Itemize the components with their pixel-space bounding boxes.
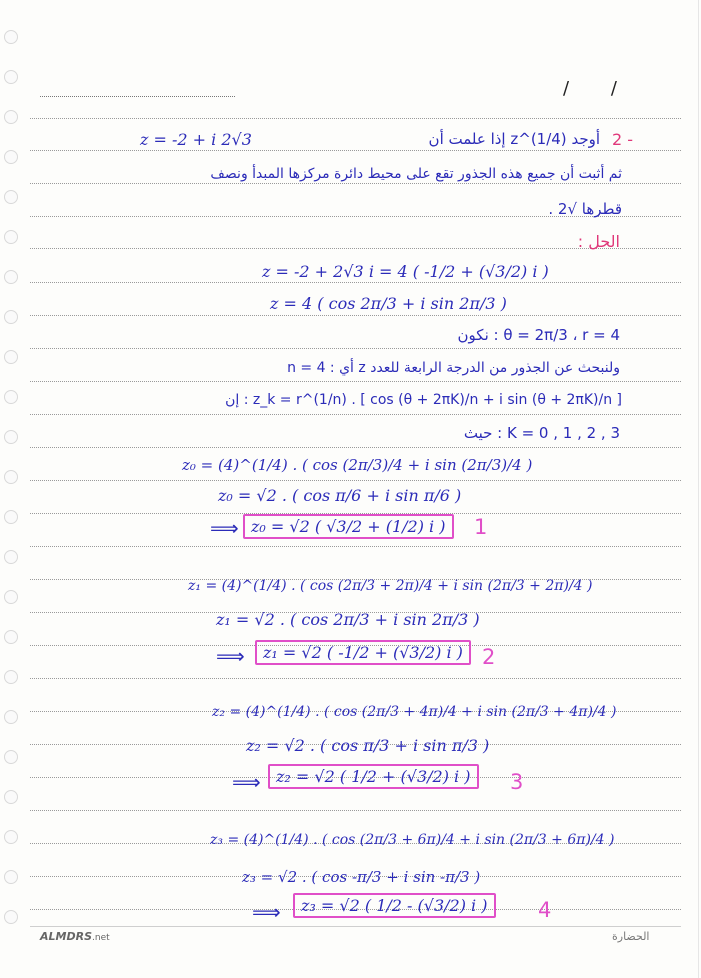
root-0-result-box: z₀ = √2 ( √3/2 + (1/2) i ) [243, 514, 454, 539]
step-polar-form: z = 4 ( cos 2π/3 + i sin 2π/3 ) [270, 294, 507, 313]
step-de-moivre: z_k = r^(1/n) . [ cos (θ + 2πK)/n + i sin (θ + 2πK)/n ] : إن [225, 392, 622, 408]
statement-line-2: ثم أثبت أن جميع هذه الجذور تقع على محيط دائرة مركزها المبدأ ونصف [210, 166, 622, 182]
statement-line-3: قطرها √2 . [548, 200, 622, 218]
root-3-expression: z₃ = (4)^(1/4) . ( cos (2π/3 + 6π)/4 + i sin (2π/3 + 6π)/4 ) [210, 832, 615, 848]
date-slash: / [610, 78, 617, 99]
root-3-result-box: z₃ = √2 ( 1/2 - (√3/2) i ) [293, 893, 496, 918]
footer-brand-left [40, 930, 110, 943]
problem-number: 2 - [612, 130, 634, 149]
footer-rule [30, 926, 681, 927]
given-z: z = -2 + i 2√3 [140, 130, 252, 149]
implies-arrow: ⟹ [252, 900, 281, 924]
root-0-index: 1 [474, 515, 488, 539]
page-edge [698, 0, 699, 978]
root-2-expression: z₂ = (4)^(1/4) . ( cos (2π/3 + 4π)/4 + i sin (2π/3 + 4π)/4 ) [212, 704, 617, 720]
solution-label: الحل : [577, 232, 620, 251]
name-line [40, 96, 235, 97]
step-fourth-roots: ولنبحث عن الجذور من الدرجة الرابعة للعدد z أي : n = 4 [287, 360, 620, 376]
root-0-simplified: z₀ = √2 . ( cos π/6 + i sin π/6 ) [218, 486, 462, 505]
root-1-index: 2 [482, 645, 496, 669]
root-2-simplified: z₂ = √2 . ( cos π/3 + i sin π/3 ) [246, 736, 490, 755]
step-k-values: K = 0 , 1 , 2 , 3 : حيث [463, 424, 620, 442]
footer-brand-right: الحضارة [612, 930, 650, 943]
implies-arrow: ⟹ [232, 770, 261, 794]
root-3-index: 4 [538, 898, 552, 922]
root-1-result-box: z₁ = √2 ( -1/2 + (√3/2) i ) [255, 640, 471, 665]
footer-brand-suffix: .net [92, 933, 110, 943]
root-2-result-box: z₂ = √2 ( 1/2 + (√3/2) i ) [268, 764, 479, 789]
step-algebraic-form: z = -2 + 2√3 i = 4 ( -1/2 + (√3/2) i ) [262, 262, 549, 281]
step-theta-r: θ = 2π/3 ، r = 4 : نكون [457, 326, 620, 344]
root-1-simplified: z₁ = √2 . ( cos 2π/3 + i sin 2π/3 ) [216, 610, 480, 629]
implies-arrow: ⟹ [210, 516, 239, 540]
date-field [545, 78, 635, 99]
root-1-expression: z₁ = (4)^(1/4) . ( cos (2π/3 + 2π)/4 + i sin (2π/3 + 2π)/4 ) [188, 578, 593, 594]
root-0-expression: z₀ = (4)^(1/4) . ( cos (2π/3)/4 + i sin (2π/3)/4 ) [182, 456, 533, 474]
root-2-index: 3 [510, 770, 524, 794]
root-3-simplified: z₃ = √2 . ( cos -π/3 + i sin -π/3 ) [242, 868, 481, 886]
date-slash: / [563, 78, 570, 99]
implies-arrow: ⟹ [216, 644, 245, 668]
statement-line-1: أوجد z^(1/4) إذا علمت أن [428, 130, 600, 148]
footer-brand-name: ALMDRS [40, 930, 92, 943]
